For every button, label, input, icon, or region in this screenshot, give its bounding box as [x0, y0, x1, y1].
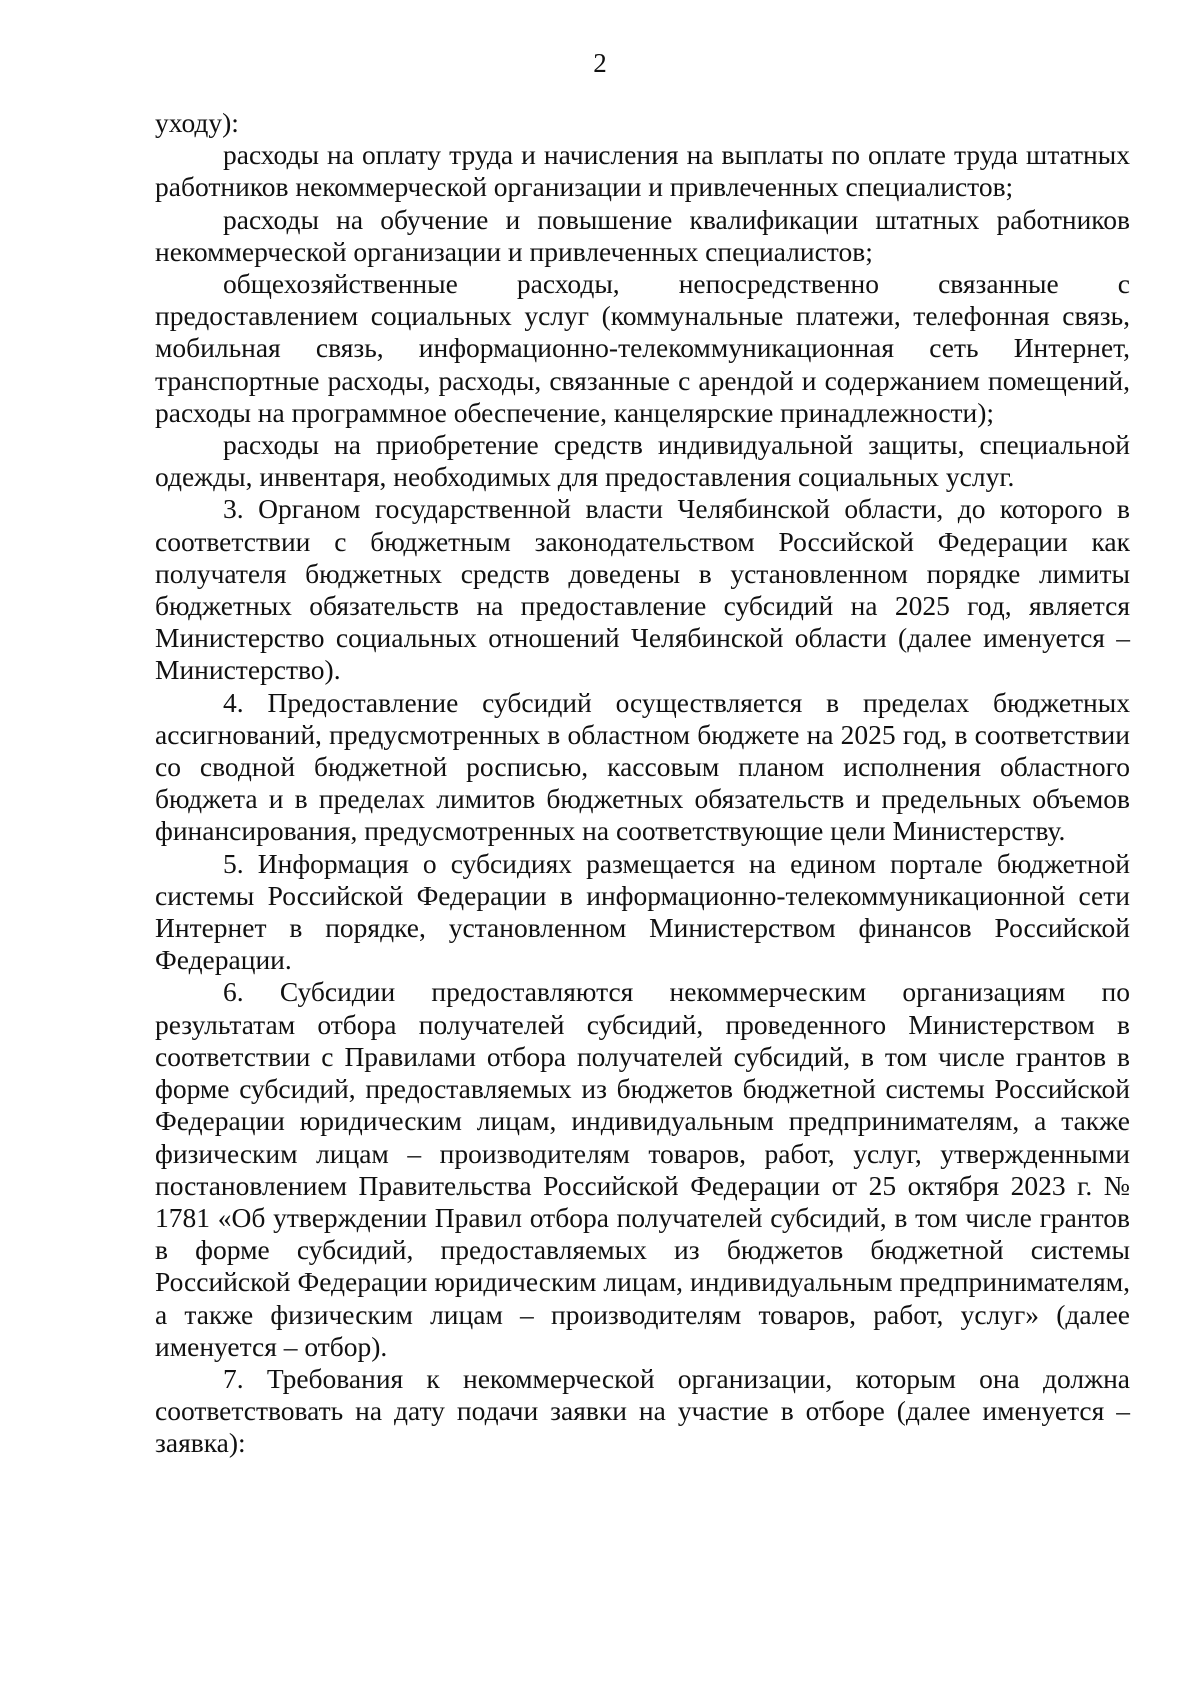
document-body	[155, 107, 1130, 1460]
paragraph-item-3: 3. Органом государственной власти Челябинской области, до которого в соответствии с бюджетным законодательством Российской Федерации как получателя бюджетных средств доведены в установленном порядке лимиты бюджетных обязательств на предоставление субсидий на 2025 год, является Министерство социальных отношений Челябинской области (далее именуется – Министерство).	[155, 493, 1130, 686]
paragraph-continuation: уходу):	[155, 107, 239, 138]
paragraph-item-5: 5. Информация о субсидиях размещается на едином портале бюджетной системы Российской Федерации в информационно-телекоммуникационной сети Интернет в порядке, установленном Министерством финансов Российской Федерации.	[155, 847, 1130, 976]
paragraph-item-7: 7. Требования к некоммерческой организации, которым она должна соответствовать на дату подачи заявки на участие в отборе (далее именуется – заявка):	[155, 1362, 1130, 1459]
paragraph-protective-equipment: расходы на приобретение средств индивидуальной защиты, специальной одежды, инвентаря, необходимых для предоставления социальных услуг.	[155, 429, 1130, 493]
paragraph-training-costs: расходы на обучение и повышение квалификации штатных работников некоммерческой организации и привлеченных специалистов;	[155, 203, 1130, 267]
paragraph-labor-costs: расходы на оплату труда и начисления на выплаты по оплате труда штатных работников некоммерческой организации и привлеченных специалистов;	[155, 139, 1130, 203]
paragraph-general-costs: общехозяйственные расходы, непосредственно связанные с предоставлением социальных услуг (коммунальные платежи, телефонная связь, мобильная связь, информационно-телекоммуникационная сеть Интернет, транспортные расходы, расходы, связанные с арендой и содержанием помещений, расходы на программное обеспечение, канцелярские принадлежности);	[155, 268, 1130, 428]
page-number: 2	[593, 48, 607, 78]
paragraph-item-4: 4. Предоставление субсидий осуществляется в пределах бюджетных ассигнований, предусмотренных в областном бюджете на 2025 год, в соответствии со сводной бюджетной росписью, кассовым планом исполнения областного бюджета и в пределах лимитов бюджетных обязательств и предельных объемов финансирования, предусмотренных на соответствующие цели Министерству.	[155, 686, 1130, 847]
paragraph-item-6: 6. Субсидии предоставляются некоммерческим организациям по результатам отбора получателей субсидий, проведенного Министерством в соответствии с Правилами отбора получателей субсидий, в том числе грантов в форме субсидий, предоставляемых из бюджетов бюджетной системы Российской Федерации юридическим лицам, индивидуальным предпринимателям, а также физическим лицам – производителям товаров, работ, услуг, утвержденными постановлением Правительства Российской Федерации от 25 октября 2023 г. № 1781 «Об утверждении Правил отбора получателей субсидий, в том числе грантов в форме субсидий, предоставляемых из бюджетов бюджетной системы Российской Федерации юридическим лицам, индивидуальным предпринимателям, а также физическим лицам – производителям товаров, работ, услуг» (далее именуется – отбор).	[155, 976, 1130, 1362]
